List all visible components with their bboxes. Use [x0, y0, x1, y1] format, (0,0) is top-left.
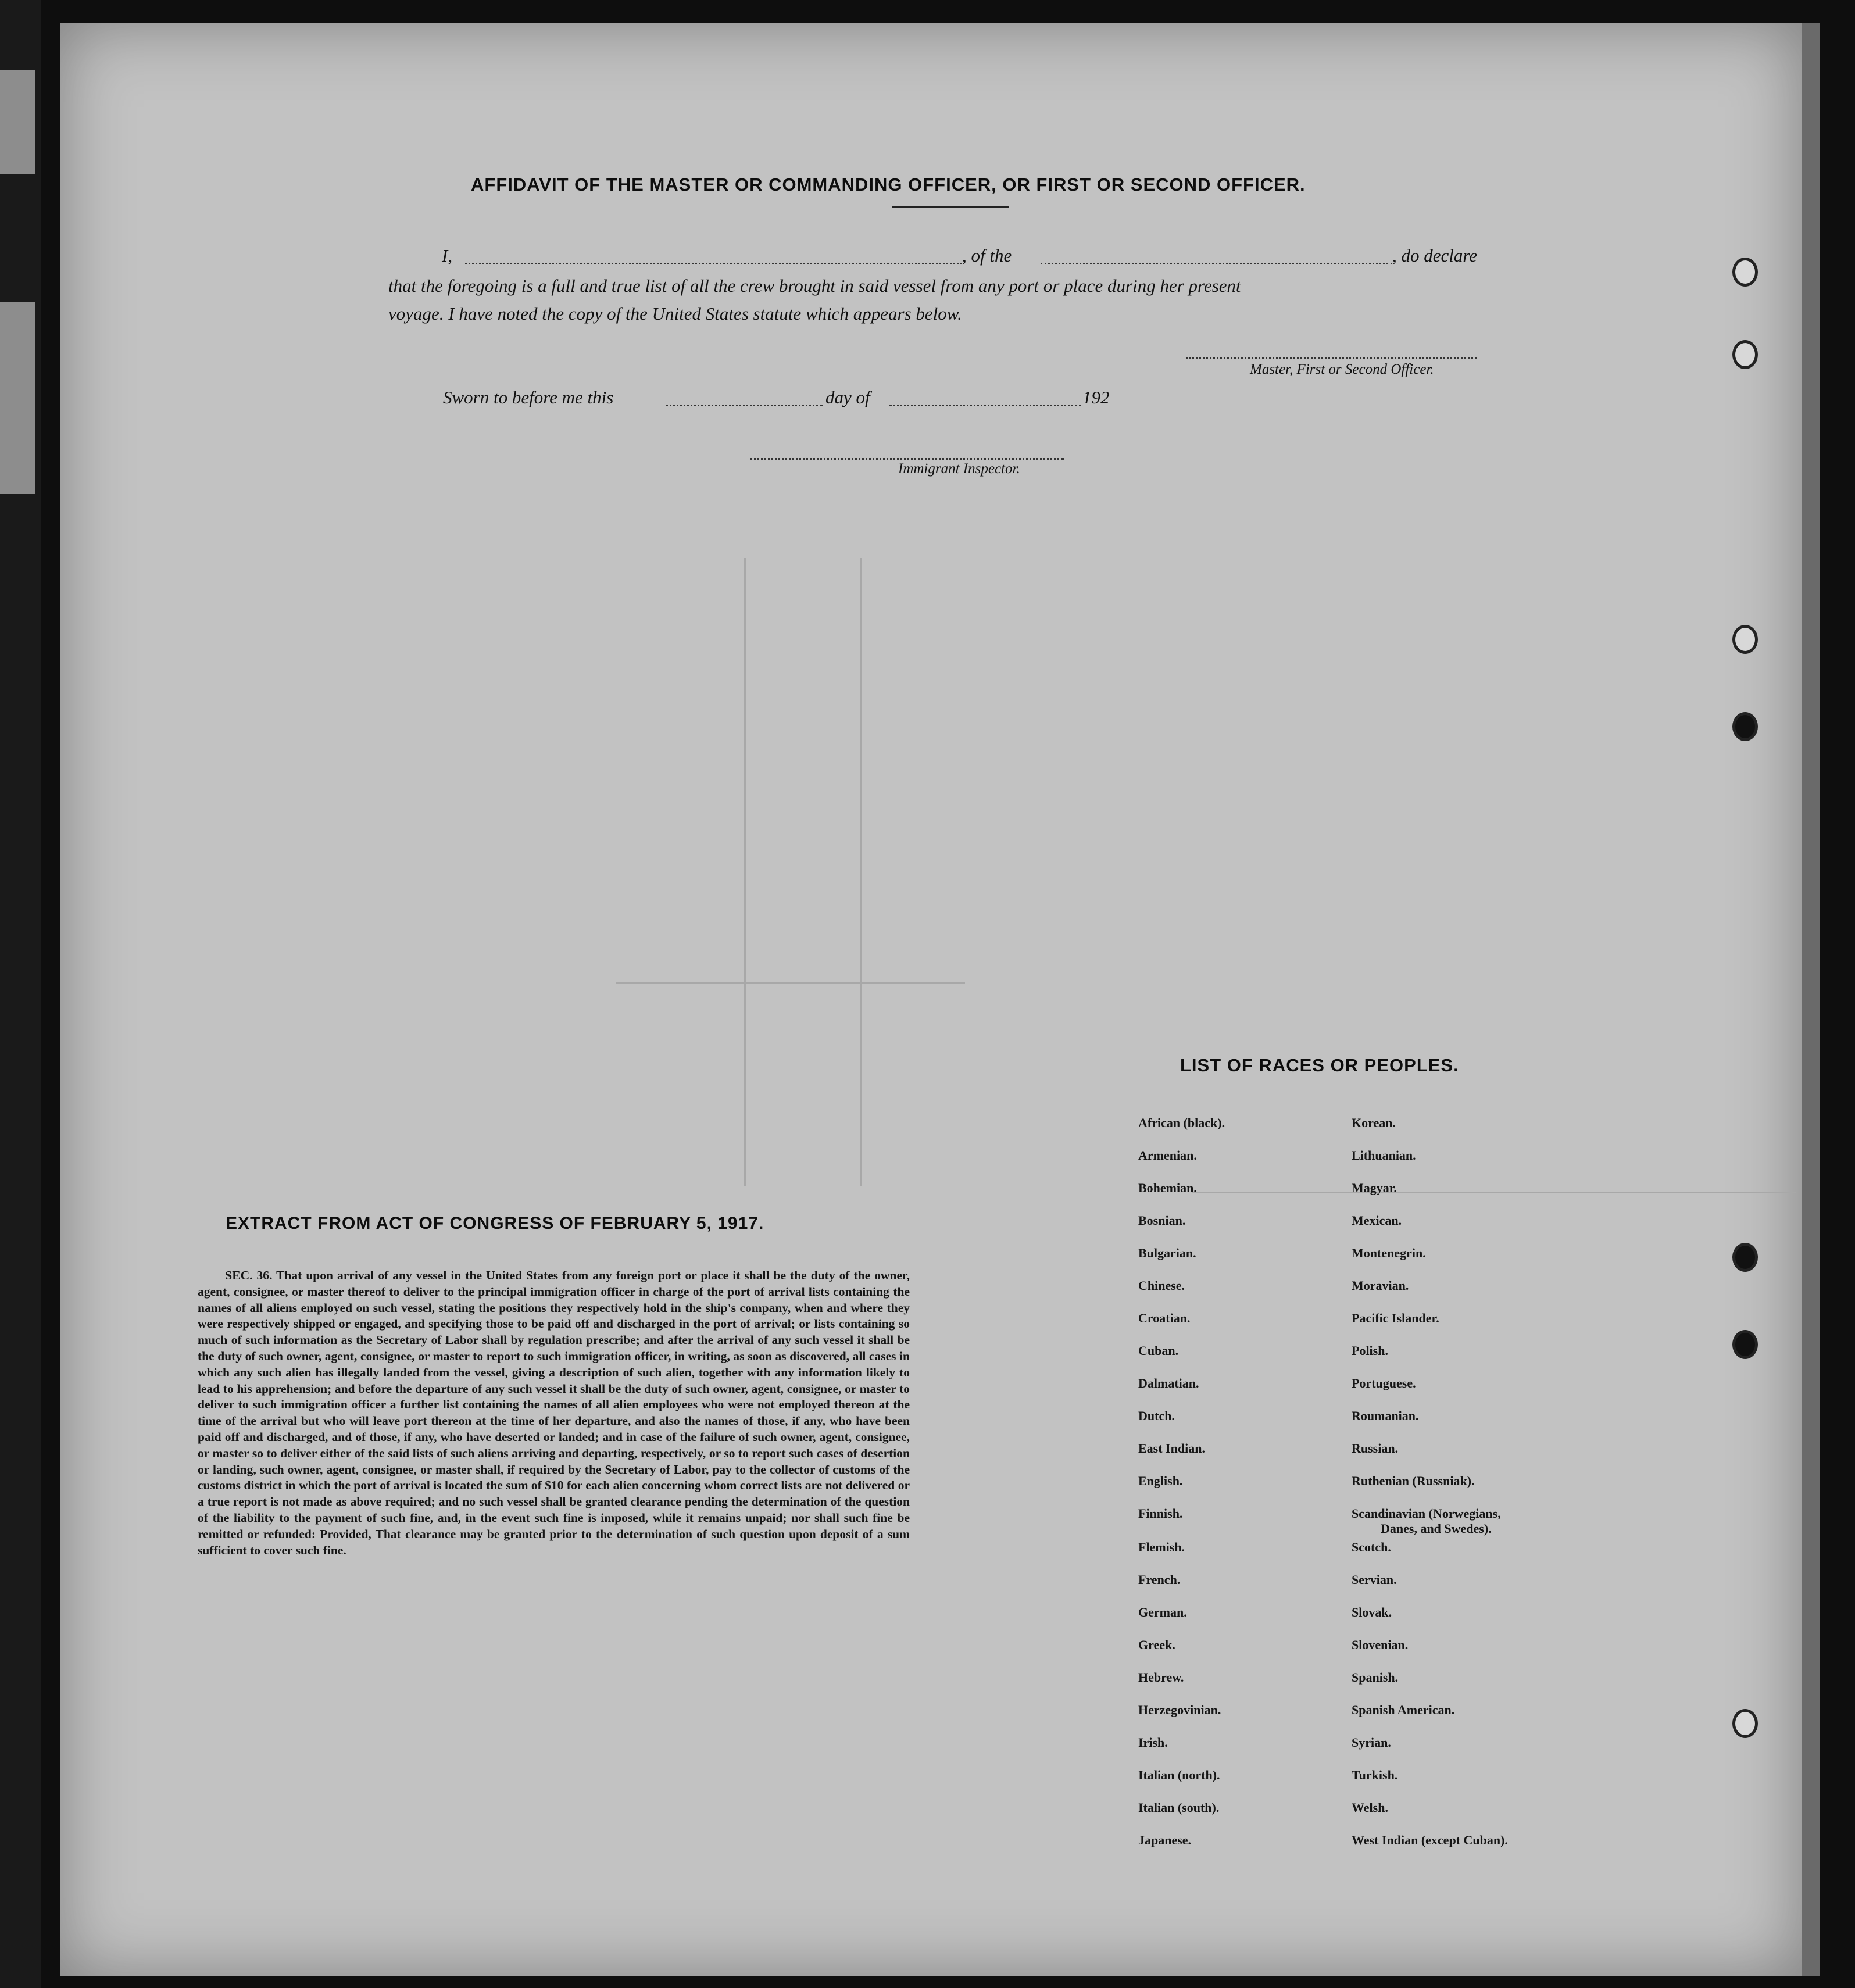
affidavit-line-3: voyage. I have noted the copy of the United States statute which appears below. — [388, 303, 962, 324]
title-underline — [892, 206, 1009, 208]
race-left: Japanese. — [1138, 1833, 1192, 1847]
race-left: Cuban. — [1138, 1343, 1179, 1358]
race-right: Slovak. — [1352, 1605, 1392, 1619]
races-title: LIST OF RACES OR PEOPLES. — [1180, 1055, 1459, 1075]
race-right: Slovenian. — [1352, 1637, 1409, 1652]
race-left: Irish. — [1138, 1735, 1168, 1750]
race-right: Welsh. — [1352, 1800, 1388, 1815]
race-right: Spanish American. — [1352, 1703, 1455, 1717]
master-signature-line — [1186, 357, 1477, 359]
race-right: Pacific Islander. — [1352, 1311, 1439, 1325]
race-right: Servian. — [1352, 1572, 1397, 1587]
punch-hole — [1732, 625, 1758, 654]
affidavit-title: AFFIDAVIT OF THE MASTER OR COMMANDING OFFICER, OR FIRST OR SECOND OFFICER. — [471, 174, 1306, 195]
race-left: Flemish. — [1138, 1540, 1185, 1554]
extract-title: EXTRACT FROM ACT OF CONGRESS OF FEBRUARY 5, 1917. — [226, 1214, 764, 1233]
race-left: German. — [1138, 1605, 1187, 1619]
inspector-label: Immigrant Inspector. — [898, 461, 1020, 477]
punch-hole — [1732, 340, 1758, 369]
race-left: English. — [1138, 1474, 1183, 1488]
punch-hole — [1732, 258, 1758, 287]
race-right: Turkish. — [1352, 1768, 1398, 1782]
race-left: Italian (south). — [1138, 1800, 1220, 1815]
inspector-signature-line — [750, 458, 1064, 460]
affidavit-line-2: that the foregoing is a full and true list of all the crew brought in said vessel from any port or place during her present — [388, 276, 1241, 296]
race-right: Polish. — [1352, 1343, 1388, 1358]
vessel-blank-line — [1041, 263, 1392, 264]
day-blank-line — [666, 405, 823, 406]
bleed-through-line — [616, 982, 965, 984]
race-right: Roumanian. — [1352, 1408, 1419, 1423]
punch-hole — [1732, 1709, 1758, 1738]
sworn-text: Sworn to before me this — [443, 387, 614, 407]
day-of-text: day of — [825, 387, 870, 407]
race-right: Syrian. — [1352, 1735, 1391, 1750]
race-left: Italian (north). — [1138, 1768, 1220, 1782]
race-right: West Indian (except Cuban). — [1352, 1833, 1508, 1847]
race-left: French. — [1138, 1572, 1181, 1587]
race-right-continued: Danes, and Swedes). — [1381, 1521, 1492, 1536]
race-right: Magyar. — [1352, 1181, 1397, 1195]
race-right: Scotch. — [1352, 1540, 1391, 1554]
race-left: Bohemian. — [1138, 1181, 1197, 1195]
race-left: Chinese. — [1138, 1278, 1185, 1293]
affidavit-of-the: , of the — [962, 245, 1012, 266]
name-blank-line — [465, 263, 962, 264]
month-blank-line — [889, 405, 1081, 406]
race-right: Montenegrin. — [1352, 1246, 1426, 1260]
year-text: 192 — [1082, 387, 1110, 407]
race-right: Ruthenian (Russniak). — [1352, 1474, 1475, 1488]
race-right: Scandinavian (Norwegians, — [1352, 1506, 1501, 1521]
race-right: Mexican. — [1352, 1213, 1402, 1228]
bleed-through-line — [744, 558, 746, 1186]
race-left: Armenian. — [1138, 1148, 1197, 1163]
scanner-frame-left — [0, 0, 41, 1988]
race-left: Hebrew. — [1138, 1670, 1184, 1685]
punch-hole — [1732, 1243, 1758, 1272]
race-left: African (black). — [1138, 1115, 1225, 1130]
race-left: Herzegovinian. — [1138, 1703, 1221, 1717]
affidavit-i: I, — [442, 245, 453, 266]
bleed-through-line — [860, 558, 862, 1186]
race-right: Spanish. — [1352, 1670, 1399, 1685]
race-right: Korean. — [1352, 1115, 1396, 1130]
race-right: Lithuanian. — [1352, 1148, 1416, 1163]
race-right: Portuguese. — [1352, 1376, 1416, 1390]
extract-body: SEC. 36. That upon arrival of any vessel in the United States from any foreign port or place it shall be the duty of the owner, agent, consignee, or master thereof to deliver to the principal immigration officer in charge of the port of arrival lists containing the names of all aliens employed on such vessel, stating the positions they respectively hold in the ship's company, when and where they were respectively shipped or engaged, and specifying those to be paid off and discharged in the port of arrival; or lists containing so much of such information as the Secretary of Labor shall by regulation prescribe; and after the arrival of any such vessel it shall be the duty of such owner, agent, consignee, or master to report to such immigration officer, in writing, as soon as discovered, all cases in which any such alien has illegally landed from the vessel, giving a description of such alien, together with any information likely to lead to his apprehension; and before the departure of any such vessel it shall be the duty of such owner, agent, consignee, or master to deliver to such immigration officer a further list containing the names of all alien employees who were not employed thereon at the time of the arrival but who will leave port thereon at the time of her departure, and also the names of those, if any, who have been paid off and discharged, and of those, if any, who have deserted or landed; and in case of the failure of such owner, agent, consignee, or master so to deliver either of the said lists of such aliens arriving and departing, respectively, or so to report such cases of desertion or landing, such owner, agent, consignee, or master shall, if required by the Secretary of Labor, pay to the collector of customs of the customs district in which the port of arrival is located the sum of $10 for each alien concerning whom correct lists are not delivered or a true report is not made as above required; and no such vessel shall be granted clearance pending the determination of the question of the liability to the payment of such fine, and, in the event such fine is imposed, while it remains unpaid; nor shall such fine be remitted or refunded: Provided, That clearance may be granted prior to the determination of such question upon deposit of a sum sufficient to cover such fine. — [198, 1268, 910, 1557]
race-left: Dalmatian. — [1138, 1376, 1199, 1390]
punch-hole — [1732, 1330, 1758, 1359]
race-right: Moravian. — [1352, 1278, 1409, 1293]
race-left: East Indian. — [1138, 1441, 1205, 1456]
race-left: Dutch. — [1138, 1408, 1175, 1423]
race-right: Russian. — [1352, 1441, 1399, 1456]
punch-hole — [1732, 712, 1758, 741]
race-left: Greek. — [1138, 1637, 1175, 1652]
affidavit-do-declare: , do declare — [1392, 245, 1478, 266]
master-signature-label: Master, First or Second Officer. — [1250, 362, 1434, 377]
race-left: Finnish. — [1138, 1506, 1183, 1521]
race-left: Bosnian. — [1138, 1213, 1186, 1228]
bleed-through-line — [1192, 1192, 1796, 1193]
race-left: Croatian. — [1138, 1311, 1191, 1325]
race-left: Bulgarian. — [1138, 1246, 1196, 1260]
